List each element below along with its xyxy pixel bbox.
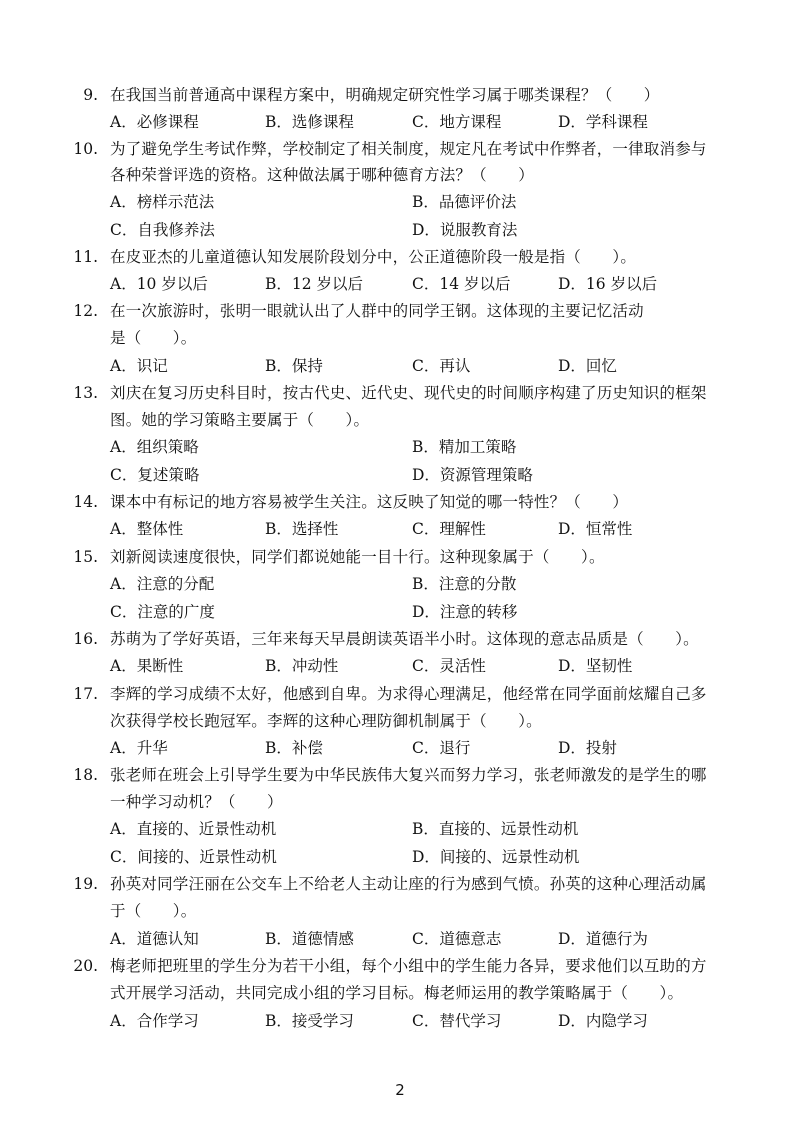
question-number: 17. xyxy=(73,685,98,703)
option-d[interactable]: D．间接的、远景性动机 xyxy=(412,848,580,866)
question-number: 10. xyxy=(73,140,98,158)
option-c[interactable]: C．替代学习 xyxy=(412,1012,502,1030)
option-d[interactable]: D．回忆 xyxy=(558,357,617,375)
option-a[interactable]: A．合作学习 xyxy=(110,1012,199,1030)
option-b[interactable]: B．选修课程 xyxy=(265,113,354,131)
question-number: 14. xyxy=(73,493,98,511)
option-b[interactable]: B．选择性 xyxy=(265,520,339,538)
question-text: 张老师在班会上引导学生要为中华民族伟大复兴而努力学习，张老师激发的是学生的哪 xyxy=(110,766,707,784)
option-b[interactable]: B．12 岁以后 xyxy=(265,275,364,293)
option-c[interactable]: C．地方课程 xyxy=(412,113,502,131)
option-b[interactable]: B．道德情感 xyxy=(265,930,354,948)
question-text: 刘新阅读速度很快，同学们都说她能一目十行。这种现象属于（ ）。 xyxy=(110,548,605,566)
option-a[interactable]: A．直接的、近景性动机 xyxy=(110,820,277,838)
question-text: 刘庆在复习历史科目时，按古代史、近代史、现代史的时间顺序构建了历史知识的框架 xyxy=(110,384,707,402)
question-number: 20. xyxy=(73,957,98,975)
option-a[interactable]: A．识记 xyxy=(110,357,168,375)
option-d[interactable]: D．学科课程 xyxy=(558,113,648,131)
question-number: 9. xyxy=(83,86,98,104)
option-a[interactable]: A．整体性 xyxy=(110,520,184,538)
option-d[interactable]: D．注意的转移 xyxy=(412,603,518,621)
option-b[interactable]: B．冲动性 xyxy=(265,657,339,675)
option-d[interactable]: D．道德行为 xyxy=(558,930,648,948)
option-d[interactable]: D．恒常性 xyxy=(558,520,633,538)
option-d[interactable]: D．投射 xyxy=(558,739,617,757)
option-c[interactable]: C．自我修养法 xyxy=(110,221,215,239)
option-c[interactable]: C．间接的、近景性动机 xyxy=(110,848,277,866)
option-c[interactable]: C．14 岁以后 xyxy=(412,275,511,293)
question-text: 孙英对同学汪丽在公交车上不给老人主动让座的行为感到气愤。孙英的这种心理活动属 xyxy=(110,875,707,893)
option-a[interactable]: A．必修课程 xyxy=(110,113,199,131)
question-text: 李辉的学习成绩不太好，他感到自卑。为求得心理满足，他经常在同学面前炫耀自己多 xyxy=(110,685,707,703)
page-number: 2 xyxy=(395,1081,405,1099)
question-text: 在皮亚杰的儿童道德认知发展阶段划分中，公正道德阶段一般是指（ ）。 xyxy=(110,248,637,266)
option-b[interactable]: B．注意的分散 xyxy=(412,575,517,593)
option-b[interactable]: B．保持 xyxy=(265,357,323,375)
option-d[interactable]: D．内隐学习 xyxy=(558,1012,648,1030)
option-d[interactable]: D．说服教育法 xyxy=(412,221,518,239)
option-c[interactable]: C．注意的广度 xyxy=(110,603,215,621)
option-c[interactable]: C．道德意志 xyxy=(412,930,502,948)
option-b[interactable]: B．补偿 xyxy=(265,739,323,757)
question-number: 11. xyxy=(73,248,98,266)
option-a[interactable]: A．组织策略 xyxy=(110,438,199,456)
option-d[interactable]: D．坚韧性 xyxy=(558,657,633,675)
option-c[interactable]: C．再认 xyxy=(412,357,471,375)
question-number: 13. xyxy=(73,384,98,402)
option-c[interactable]: C．复述策略 xyxy=(110,466,200,484)
question-text: 为了避免学生考试作弊，学校制定了相关制度，规定凡在考试中作弊者，一律取消参与 xyxy=(110,140,707,158)
option-b[interactable]: B．接受学习 xyxy=(265,1012,354,1030)
option-c[interactable]: C．理解性 xyxy=(412,520,486,538)
question-text: 次获得学校长跑冠军。李辉的这种心理防御机制属于（ ）。 xyxy=(110,712,542,730)
question-number: 12. xyxy=(73,302,98,320)
option-a[interactable]: A．升华 xyxy=(110,739,168,757)
option-a[interactable]: A．榜样示范法 xyxy=(110,193,215,211)
question-text: 一种学习动机？（ ） xyxy=(110,793,283,811)
question-number: 16. xyxy=(73,630,98,648)
option-a[interactable]: A．10 岁以后 xyxy=(110,275,208,293)
option-c[interactable]: C．灵活性 xyxy=(412,657,486,675)
option-c[interactable]: C．退行 xyxy=(412,739,471,757)
option-b[interactable]: B．直接的、远景性动机 xyxy=(412,820,579,838)
option-d[interactable]: D．资源管理策略 xyxy=(412,466,533,484)
question-text: 梅老师把班里的学生分为若干小组，每个小组中的学生能力各异，要求他们以互助的方 xyxy=(110,957,707,975)
option-a[interactable]: A．果断性 xyxy=(110,657,184,675)
question-text: 是（ ）。 xyxy=(110,329,197,347)
option-a[interactable]: A．注意的分配 xyxy=(110,575,215,593)
question-text: 课本中有标记的地方容易被学生关注。这反映了知觉的哪一特性？（ ） xyxy=(110,493,629,511)
question-number: 19. xyxy=(73,875,98,893)
question-text: 式开展学习活动，共同完成小组的学习目标。梅老师运用的教学策略属于（ ）。 xyxy=(110,984,684,1002)
option-d[interactable]: D．16 岁以后 xyxy=(558,275,658,293)
question-text: 在一次旅游时，张明一眼就认出了人群中的同学王钢。这体现的主要记忆活动 xyxy=(110,302,644,320)
question-text: 于（ ）。 xyxy=(110,902,197,920)
option-a[interactable]: A．道德认知 xyxy=(110,930,199,948)
option-b[interactable]: B．品德评价法 xyxy=(412,193,517,211)
question-text: 图。她的学习策略主要属于（ ）。 xyxy=(110,411,370,429)
question-number: 15. xyxy=(73,548,98,566)
question-text: 苏萌为了学好英语，三年来每天早晨朗读英语半小时。这体现的意志品质是（ ）。 xyxy=(110,630,699,648)
question-text: 在我国当前普通高中课程方案中，明确规定研究性学习属于哪类课程？（ ） xyxy=(110,86,660,104)
option-b[interactable]: B．精加工策略 xyxy=(412,438,517,456)
question-text: 各种荣誉评选的资格。这种做法属于哪种德育方法？（ ） xyxy=(110,166,534,184)
question-number: 18. xyxy=(73,766,98,784)
